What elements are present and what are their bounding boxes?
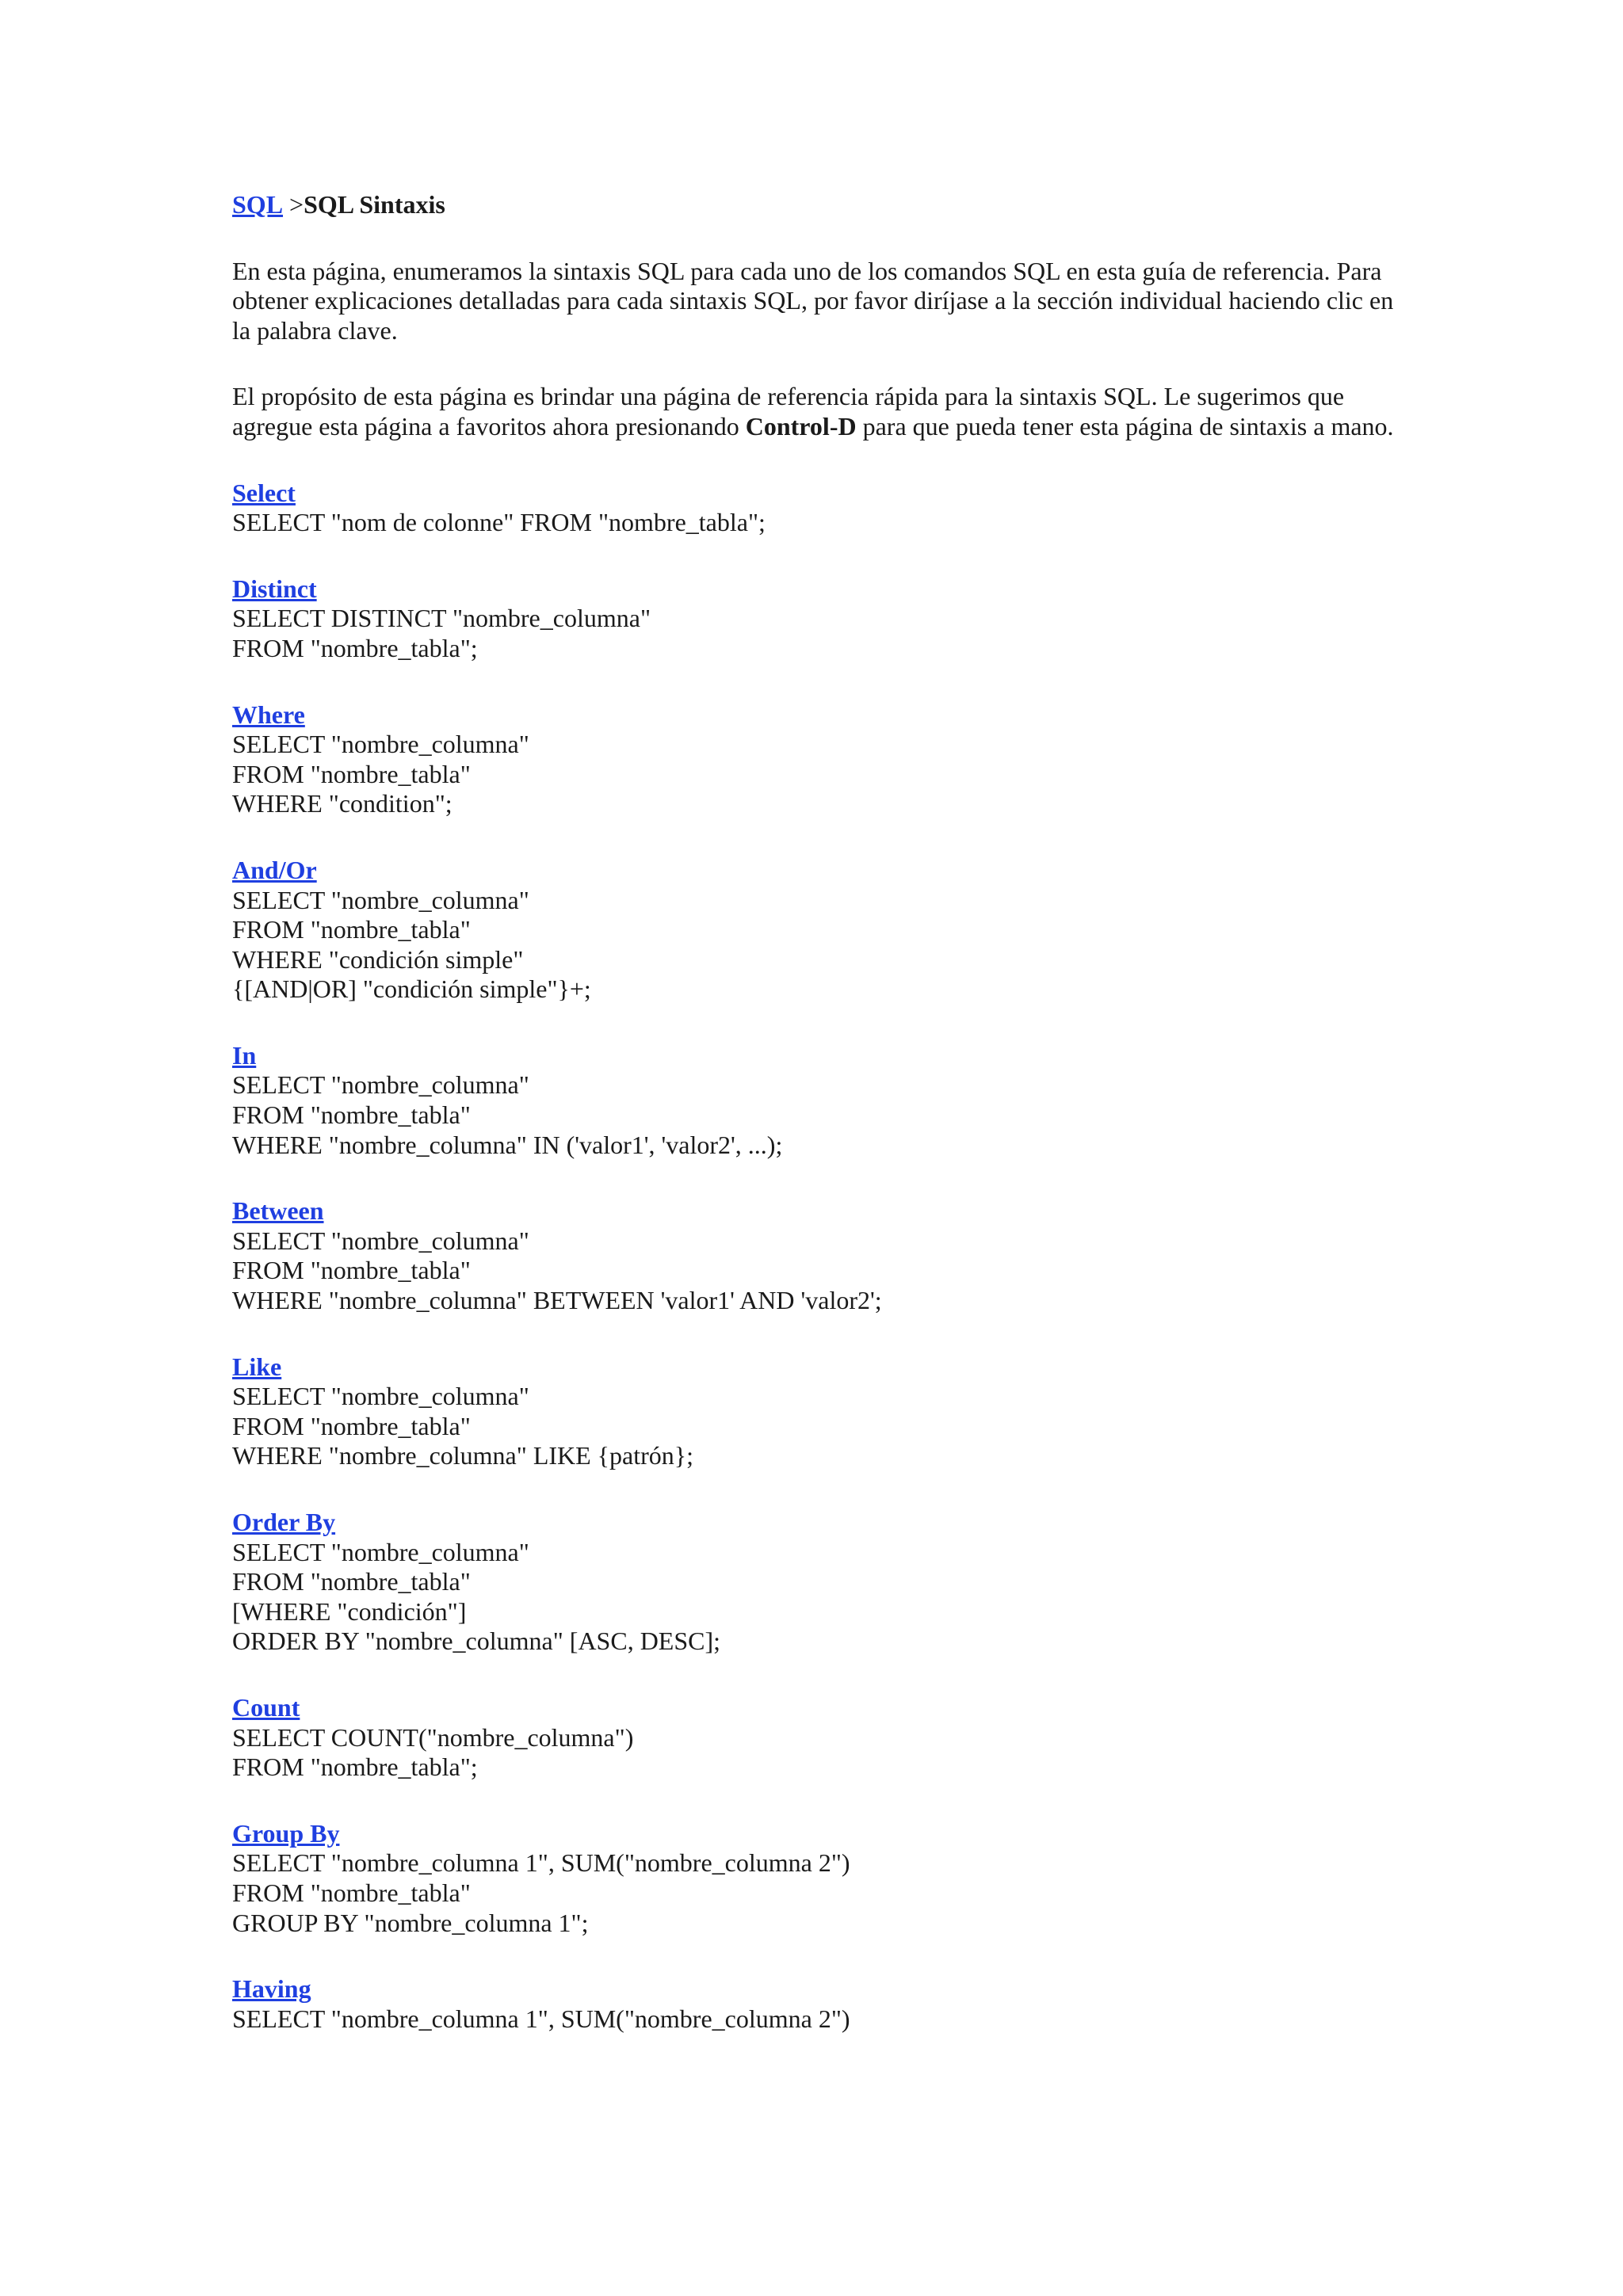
- syntax-line: SELECT "nombre_columna": [232, 1070, 529, 1100]
- syntax-line: SELECT "nom de colonne" FROM "nombre_tabla";: [232, 508, 766, 537]
- section-link-order-by[interactable]: Order By: [232, 1508, 336, 1536]
- syntax-line: FROM "nombre_tabla";: [232, 1753, 478, 1782]
- syntax-section-distinct: [232, 574, 1397, 664]
- syntax-sections: [232, 479, 1397, 2035]
- section-link-distinct[interactable]: Distinct: [232, 574, 317, 603]
- breadcrumb-separator: >: [289, 190, 304, 219]
- syntax-line: {[AND|OR] "condición simple"}+;: [232, 974, 591, 1004]
- syntax-line: SELECT "nombre_columna 1", SUM("nombre_columna 2"): [232, 2004, 850, 2033]
- syntax-line: SELECT "nombre_columna": [232, 1382, 529, 1411]
- breadcrumb: [232, 190, 1397, 220]
- syntax-section-between: [232, 1196, 1397, 1315]
- syntax-line: SELECT "nombre_columna": [232, 730, 529, 759]
- section-link-in[interactable]: In: [232, 1040, 257, 1070]
- syntax-section-and-or: [232, 856, 1397, 1005]
- syntax-line: ORDER BY "nombre_columna" [ASC, DESC];: [232, 1627, 721, 1656]
- syntax-line: SELECT "nombre_columna": [232, 1537, 529, 1566]
- syntax-line: SELECT DISTINCT "nombre_columna": [232, 604, 651, 633]
- document-page: [232, 190, 1397, 2034]
- syntax-line: SELECT "nombre_columna": [232, 885, 529, 914]
- section-link-group-by[interactable]: Group By: [232, 1818, 340, 1848]
- syntax-section-order-by: [232, 1508, 1397, 1657]
- syntax-section-like: [232, 1352, 1397, 1471]
- syntax-line: WHERE "nombre_columna" IN ('valor1', 'valor2', ...);: [232, 1130, 783, 1159]
- syntax-line: FROM "nombre_tabla": [232, 915, 471, 944]
- syntax-line: FROM "nombre_tabla";: [232, 633, 478, 662]
- syntax-line: WHERE "nombre_columna" LIKE {patrón};: [232, 1441, 694, 1470]
- syntax-line: FROM "nombre_tabla": [232, 1100, 471, 1130]
- syntax-line: FROM "nombre_tabla": [232, 759, 471, 788]
- syntax-section-where: [232, 700, 1397, 819]
- section-link-select[interactable]: Select: [232, 478, 296, 507]
- syntax-line: WHERE "condición simple": [232, 944, 524, 974]
- intro-paragraph-2: [232, 382, 1397, 441]
- syntax-section-select: [232, 479, 1397, 538]
- syntax-line: FROM "nombre_tabla": [232, 1878, 471, 1907]
- syntax-section-group-by: [232, 1819, 1397, 1938]
- syntax-section-in: [232, 1041, 1397, 1160]
- intro-paragraph-2-before: El propósito de esta página es brindar una página de referencia rápida para la sintaxis SQL. Le sugerimos que agregue esta página a favoritos ahora presionando: [232, 382, 1345, 441]
- section-link-having[interactable]: Having: [232, 1974, 311, 2004]
- shortcut-key-text: Control-D: [745, 411, 857, 441]
- section-link-like[interactable]: Like: [232, 1352, 282, 1381]
- breadcrumb-current: SQL Sintaxis: [304, 190, 445, 219]
- syntax-line: WHERE "condition";: [232, 789, 453, 818]
- syntax-line: GROUP BY "nombre_columna 1";: [232, 1908, 589, 1937]
- section-link-count[interactable]: Count: [232, 1692, 300, 1722]
- syntax-line: [WHERE "condición"]: [232, 1596, 467, 1626]
- section-link-between[interactable]: Between: [232, 1196, 324, 1226]
- section-link-where[interactable]: Where: [232, 700, 305, 729]
- syntax-section-count: [232, 1693, 1397, 1783]
- syntax-line: WHERE "nombre_columna" BETWEEN 'valor1' AND 'valor2';: [232, 1286, 882, 1315]
- syntax-line: SELECT "nombre_columna 1", SUM("nombre_columna 2"): [232, 1848, 850, 1878]
- breadcrumb-sql-link[interactable]: SQL: [232, 190, 284, 219]
- syntax-line: FROM "nombre_tabla": [232, 1411, 471, 1440]
- syntax-line: FROM "nombre_tabla": [232, 1567, 471, 1596]
- intro-paragraph-2-after: para que pueda tener esta página de sintaxis a mano.: [856, 411, 1394, 441]
- syntax-line: FROM "nombre_tabla": [232, 1256, 471, 1285]
- section-link-and-or[interactable]: And/Or: [232, 855, 317, 884]
- syntax-line: SELECT "nombre_columna": [232, 1226, 529, 1255]
- intro-paragraph-1: En esta página, enumeramos la sintaxis SQL para cada uno de los comandos SQL en esta guía de referencia. Para obtener explicaciones detalladas para cada sintaxis SQL, por favor diríjase a la sección individual haciendo clic en la palabra clave.: [232, 256, 1394, 345]
- syntax-section-having: [232, 1974, 1397, 2034]
- syntax-line: SELECT COUNT("nombre_columna"): [232, 1722, 634, 1752]
